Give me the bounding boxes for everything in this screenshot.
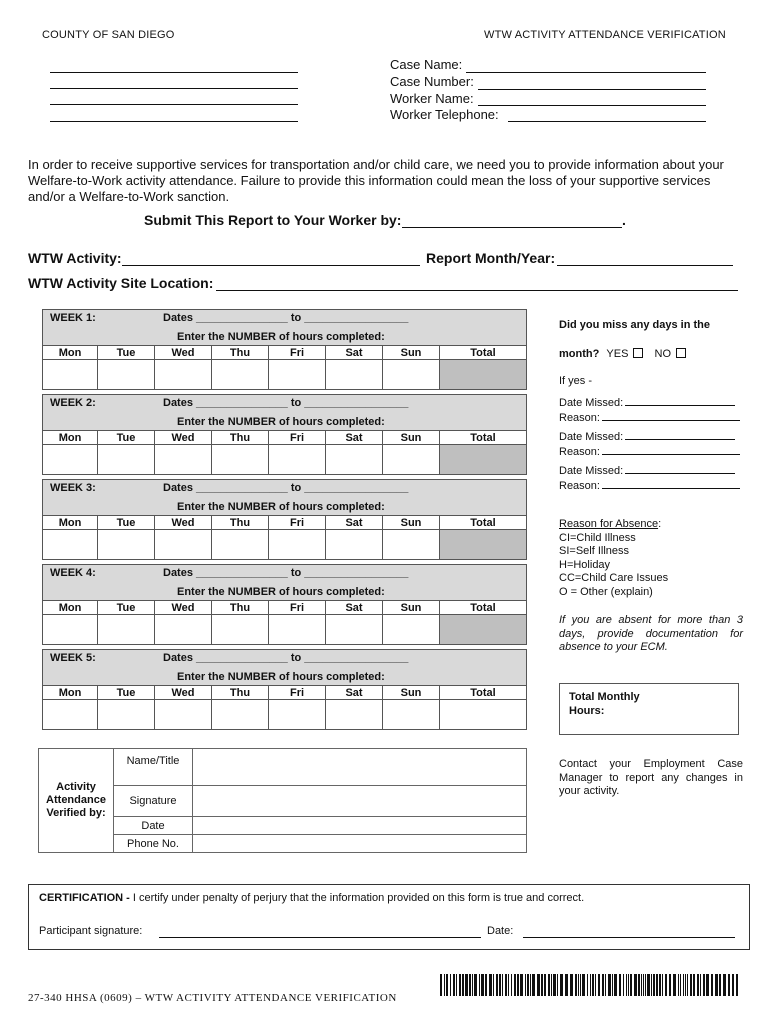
hours-cell[interactable]	[98, 445, 155, 475]
reason-legend: Reason for Absence: CI=Child Illness SI=Self Illness H=Holiday CC=Child Care Issues O = Other (explain)	[559, 518, 669, 598]
day-header: Sun	[383, 516, 440, 530]
reason-field[interactable]	[602, 411, 740, 421]
barcode-bar	[489, 974, 492, 996]
barcode-bar	[678, 974, 679, 996]
date-missed-label: Date Missed:	[559, 397, 624, 409]
barcode-bar	[728, 974, 730, 996]
hours-cell[interactable]	[269, 700, 326, 730]
barcode-bar	[656, 974, 658, 996]
day-header: Thu	[212, 601, 269, 615]
week-dates[interactable]: Dates _______________ to _________________	[163, 482, 409, 494]
barcode-bar	[565, 974, 568, 996]
report-month-field[interactable]	[557, 265, 733, 266]
wtw-activity-label: WTW Activity:	[28, 250, 122, 266]
missed-entry-1	[559, 396, 745, 425]
hours-cell[interactable]	[98, 530, 155, 560]
barcode-bar	[469, 974, 471, 996]
address-line-3[interactable]	[50, 104, 298, 105]
missed-question-line2: month?	[559, 347, 600, 360]
intro-paragraph: In order to receive supportive services for transportation and/or child care, we need you to provide information about your Welfare-to-Work activity attendance. Failure to provide this information could mean the loss of your supportive services and/or a Welfare-to-Work sanction.	[28, 157, 724, 204]
enter-hours-label: Enter the NUMBER of hours completed:	[177, 331, 385, 343]
yes-checkbox[interactable]	[633, 348, 643, 358]
total-header: Total	[440, 516, 527, 530]
day-header: Tue	[98, 431, 155, 445]
hours-cell[interactable]	[43, 615, 98, 645]
barcode-bar	[532, 974, 535, 996]
barcode-bar	[630, 974, 632, 996]
participant-signature-field[interactable]	[159, 937, 481, 938]
certification-title: CERTIFICATION -	[39, 892, 130, 904]
barcode-bar	[472, 974, 473, 996]
no-label: NO	[654, 347, 672, 360]
barcode-bar	[508, 974, 509, 996]
week-total-cell	[440, 615, 527, 645]
week-table	[42, 649, 527, 730]
hours-cell[interactable]	[383, 700, 440, 730]
county-name: COUNTY OF SAN DIEGO	[42, 29, 175, 41]
barcode-bar	[440, 974, 442, 996]
hours-cell[interactable]	[212, 445, 269, 475]
week-table	[42, 309, 527, 390]
day-header: Wed	[155, 346, 212, 360]
name-title-label: Name/Title	[114, 749, 193, 786]
barcode-bar	[548, 974, 550, 996]
date-field[interactable]	[193, 817, 527, 835]
day-header: Mon	[43, 601, 98, 615]
barcode-bar	[499, 974, 501, 996]
day-header: Thu	[212, 516, 269, 530]
week-table	[42, 479, 527, 560]
cert-date-label: Date:	[487, 925, 514, 937]
enter-hours-label: Enter the NUMBER of hours completed:	[177, 416, 385, 428]
hours-cell[interactable]	[43, 700, 98, 730]
barcode-bar	[623, 974, 624, 996]
day-header: Tue	[98, 346, 155, 360]
barcode-bar	[446, 974, 448, 996]
barcode-bar	[481, 974, 484, 996]
total-monthly-hours-label: Total Monthly Hours:	[569, 691, 640, 717]
hours-cell[interactable]	[383, 360, 440, 390]
hours-cell[interactable]	[383, 615, 440, 645]
submit-label: Submit This Report to Your Worker by:	[144, 212, 402, 228]
wtw-activity-field[interactable]	[122, 265, 420, 266]
barcode-bar	[715, 974, 718, 996]
barcode-bar	[551, 974, 552, 996]
hours-cell[interactable]	[98, 700, 155, 730]
barcode-bar	[493, 974, 494, 996]
barcode-bar	[505, 974, 507, 996]
week-table	[42, 564, 527, 645]
day-header: Fri	[269, 601, 326, 615]
barcode-bar	[651, 974, 652, 996]
hours-cell[interactable]	[269, 615, 326, 645]
barcode-bar	[527, 974, 529, 996]
week-label: WEEK 5:	[50, 652, 96, 664]
verification-table	[38, 748, 527, 853]
worker-name-label: Worker Name:	[390, 91, 474, 106]
reason-code: H=Holiday	[559, 558, 611, 571]
day-header: Fri	[269, 686, 326, 700]
day-header: Fri	[269, 346, 326, 360]
day-header: Wed	[155, 686, 212, 700]
barcode-bar	[711, 974, 713, 996]
reason-code: SI=Self Illness	[559, 545, 630, 557]
barcode-bar	[598, 974, 600, 996]
contact-note: Contact your Employment Case Manager to report any changes in your activity.	[559, 758, 743, 797]
barcode-bar	[645, 974, 646, 996]
barcode-bar	[525, 974, 526, 996]
date-missed-field[interactable]	[625, 464, 735, 474]
date-label: Date	[114, 817, 193, 835]
barcode-bar	[680, 974, 681, 996]
barcode-bar	[570, 974, 573, 996]
week-dates[interactable]: Dates _______________ to _________________	[163, 652, 409, 664]
hours-cell[interactable]	[269, 360, 326, 390]
hours-cell[interactable]	[43, 360, 98, 390]
phone-label: Phone No.	[114, 835, 193, 853]
address-line-2[interactable]	[50, 88, 298, 89]
if-yes-label: If yes -	[559, 375, 593, 387]
name-title-field[interactable]	[193, 749, 527, 786]
barcode-bar	[459, 974, 461, 996]
hours-cell[interactable]	[43, 530, 98, 560]
day-header: Thu	[212, 686, 269, 700]
address-line-4[interactable]	[50, 121, 298, 122]
reason-label: Reason:	[559, 411, 600, 424]
day-header: Mon	[43, 346, 98, 360]
week-total-cell	[440, 360, 527, 390]
barcode-bar	[628, 974, 629, 996]
hours-cell[interactable]	[326, 700, 383, 730]
barcode-bar	[578, 974, 579, 996]
barcode-bar	[544, 974, 546, 996]
barcode-bar	[580, 974, 581, 996]
reason-legend-title: Reason for Absence	[559, 518, 659, 530]
date-missed-field[interactable]	[625, 396, 735, 406]
hours-cell[interactable]	[155, 360, 212, 390]
hours-cell[interactable]	[155, 615, 212, 645]
barcode-bar	[456, 974, 457, 996]
yes-label: YES	[606, 347, 629, 360]
date-missed-label: Date Missed:	[559, 431, 624, 443]
barcode-bar	[690, 974, 692, 996]
barcode-bar	[673, 974, 676, 996]
barcode-bar	[608, 974, 611, 996]
day-header: Tue	[98, 686, 155, 700]
reason-field[interactable]	[602, 479, 740, 489]
reason-label: Reason:	[559, 479, 600, 492]
barcode-bar	[703, 974, 705, 996]
day-header: Sun	[383, 431, 440, 445]
reason-code: CC=Child Care Issues	[559, 572, 669, 584]
hours-cell[interactable]	[98, 360, 155, 390]
reason-code: O = Other (explain)	[559, 585, 653, 598]
week-header	[43, 565, 527, 601]
hours-cell[interactable]	[98, 615, 155, 645]
barcode-bar	[653, 974, 655, 996]
hours-cell[interactable]	[326, 530, 383, 560]
barcode-bar	[602, 974, 604, 996]
barcode-bar	[450, 974, 451, 996]
certification-box	[28, 884, 750, 950]
day-header: Thu	[212, 431, 269, 445]
worker-telephone-field[interactable]	[508, 121, 706, 122]
site-location-field[interactable]	[216, 290, 738, 291]
barcode-bar	[595, 974, 596, 996]
day-header: Mon	[43, 431, 98, 445]
submit-date-field[interactable]	[402, 227, 622, 228]
barcode-bar	[517, 974, 519, 996]
week-dates[interactable]: Dates _______________ to _________________	[163, 397, 409, 409]
certification-text: I certify under penalty of perjury that the information provided on this form is true and correct.	[132, 892, 585, 904]
barcode-bar	[659, 974, 661, 996]
barcode-bar	[697, 974, 699, 996]
worker-name-field[interactable]	[478, 105, 706, 106]
barcode-bar	[641, 974, 642, 996]
day-header: Wed	[155, 516, 212, 530]
barcode-bar	[587, 974, 588, 996]
barcode-bar	[687, 974, 688, 996]
week-header	[43, 310, 527, 346]
day-header: Sun	[383, 686, 440, 700]
barcode-bar	[706, 974, 709, 996]
barcode-bar	[474, 974, 477, 996]
week-label: WEEK 4:	[50, 567, 96, 579]
reason-code: CI=Child Illness	[559, 531, 636, 544]
form-footer: 27-340 HHSA (0609) – WTW ACTIVITY ATTENDANCE VERIFICATION	[28, 992, 397, 1004]
participant-signature-label: Participant signature:	[39, 925, 143, 937]
hours-cell[interactable]	[326, 445, 383, 475]
barcode-bar	[485, 974, 487, 996]
barcode-bar	[553, 974, 556, 996]
enter-hours-label: Enter the NUMBER of hours completed:	[177, 586, 385, 598]
barcode-bar	[479, 974, 480, 996]
barcode-bar	[496, 974, 498, 996]
form-title: WTW ACTIVITY ATTENDANCE VERIFICATION	[484, 29, 726, 41]
barcode-bar	[514, 974, 516, 996]
hours-cell[interactable]	[155, 700, 212, 730]
absent-note: If you are absent for more than 3 days, provide documentation for absence to your ECM.	[559, 614, 743, 653]
barcode-bar	[736, 974, 738, 996]
week-label: WEEK 2:	[50, 397, 96, 409]
total-header: Total	[440, 346, 527, 360]
report-month-label: Report Month/Year:	[426, 250, 556, 266]
day-header: Wed	[155, 601, 212, 615]
barcode-bar	[541, 974, 543, 996]
phone-field[interactable]	[193, 835, 527, 853]
enter-hours-label: Enter the NUMBER of hours completed:	[177, 671, 385, 683]
day-header: Sat	[326, 686, 383, 700]
day-header: Tue	[98, 601, 155, 615]
enter-hours-label: Enter the NUMBER of hours completed:	[177, 501, 385, 513]
barcode-bar	[462, 974, 464, 996]
barcode-bar	[723, 974, 726, 996]
barcode-bar	[700, 974, 701, 996]
day-header: Mon	[43, 686, 98, 700]
address-line-1[interactable]	[50, 72, 298, 73]
barcode-bar	[683, 974, 684, 996]
case-number-label: Case Number:	[390, 74, 474, 89]
week-label: WEEK 1:	[50, 312, 96, 324]
no-checkbox[interactable]	[676, 348, 686, 358]
barcode-bar	[537, 974, 540, 996]
barcode-bar	[590, 974, 591, 996]
barcode-bar	[557, 974, 558, 996]
week-header	[43, 480, 527, 516]
week-total-cell	[440, 445, 527, 475]
hours-cell[interactable]	[269, 445, 326, 475]
reason-field[interactable]	[602, 445, 740, 455]
hours-cell[interactable]	[383, 530, 440, 560]
barcode-bar	[520, 974, 523, 996]
hours-cell[interactable]	[212, 615, 269, 645]
barcode-bar	[693, 974, 695, 996]
barcode-bar	[732, 974, 734, 996]
barcode-bar	[511, 974, 512, 996]
hours-cell[interactable]	[155, 530, 212, 560]
week-table	[42, 394, 527, 475]
verified-by-label: Activity Attendance Verified by:	[39, 749, 114, 853]
signature-field[interactable]	[193, 786, 527, 817]
total-monthly-hours-box[interactable]	[559, 683, 739, 735]
day-header: Sun	[383, 601, 440, 615]
barcode-bar	[662, 974, 663, 996]
hours-cell[interactable]	[155, 445, 212, 475]
barcode-bar	[669, 974, 671, 996]
day-header: Wed	[155, 431, 212, 445]
barcode-bar	[643, 974, 644, 996]
barcode-bar	[619, 974, 621, 996]
day-header: Tue	[98, 516, 155, 530]
barcode-bar	[612, 974, 613, 996]
barcode-bar	[582, 974, 585, 996]
missed-question-line1: Did you miss any days in the	[559, 319, 710, 331]
week-dates[interactable]: Dates _______________ to _________________	[163, 312, 409, 324]
cert-date-field[interactable]	[523, 937, 735, 938]
day-header: Sat	[326, 431, 383, 445]
hours-cell[interactable]	[269, 530, 326, 560]
barcode-bar	[465, 974, 468, 996]
barcode-icon	[440, 974, 740, 996]
reason-label: Reason:	[559, 445, 600, 458]
week-header	[43, 650, 527, 686]
barcode-bar	[592, 974, 594, 996]
total-header: Total	[440, 431, 527, 445]
case-number-field[interactable]	[478, 89, 706, 90]
barcode-bar	[530, 974, 531, 996]
week-header	[43, 395, 527, 431]
barcode-bar	[614, 974, 617, 996]
missed-entry-3	[559, 464, 745, 493]
barcode-bar	[605, 974, 606, 996]
week-total-cell	[440, 530, 527, 560]
barcode-bar	[665, 974, 667, 996]
hours-cell[interactable]	[326, 360, 383, 390]
day-header: Sat	[326, 516, 383, 530]
week-total-cell[interactable]	[440, 700, 527, 730]
missed-question	[559, 319, 710, 361]
barcode-bar	[560, 974, 563, 996]
submit-period: .	[622, 212, 626, 228]
total-header: Total	[440, 601, 527, 615]
total-header: Total	[440, 686, 527, 700]
barcode-bar	[719, 974, 721, 996]
case-name-label: Case Name:	[390, 57, 463, 72]
hours-cell[interactable]	[212, 700, 269, 730]
barcode-bar	[575, 974, 577, 996]
day-header: Sat	[326, 346, 383, 360]
hours-cell[interactable]	[326, 615, 383, 645]
week-label: WEEK 3:	[50, 482, 96, 494]
barcode-bar	[626, 974, 627, 996]
case-name-field[interactable]	[466, 72, 706, 73]
barcode-bar	[444, 974, 445, 996]
day-header: Thu	[212, 346, 269, 360]
worker-telephone-label: Worker Telephone:	[390, 107, 499, 122]
day-header: Fri	[269, 431, 326, 445]
day-header: Sun	[383, 346, 440, 360]
barcode-bar	[634, 974, 637, 996]
barcode-bar	[647, 974, 650, 996]
barcode-bar	[502, 974, 503, 996]
date-missed-field[interactable]	[625, 430, 735, 440]
hours-cell[interactable]	[383, 445, 440, 475]
day-header: Sat	[326, 601, 383, 615]
week-dates[interactable]: Dates _______________ to _________________	[163, 567, 409, 579]
hours-cell[interactable]	[212, 360, 269, 390]
signature-label: Signature	[114, 786, 193, 817]
missed-entry-2	[559, 430, 745, 459]
hours-cell[interactable]	[43, 445, 98, 475]
barcode-bar	[453, 974, 455, 996]
barcode-bar	[685, 974, 686, 996]
hours-cell[interactable]	[212, 530, 269, 560]
day-header: Fri	[269, 516, 326, 530]
site-location-label: WTW Activity Site Location:	[28, 275, 214, 291]
day-header: Mon	[43, 516, 98, 530]
barcode-bar	[638, 974, 640, 996]
date-missed-label: Date Missed:	[559, 465, 624, 477]
